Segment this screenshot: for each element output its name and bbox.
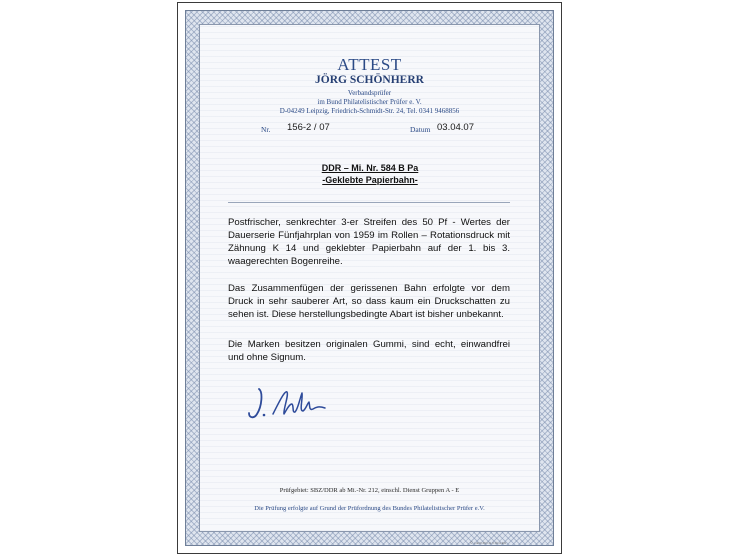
condition-paragraph: Die Marken besitzen originalen Gummi, sind echt, einwandfrei und ohne Signum. <box>228 339 510 363</box>
stamp-catalogue-heading: DDR – Mi. Nr. 584 B Pa <box>321 163 419 173</box>
copyright-note <box>470 540 507 545</box>
stamp-variety-heading: -Geklebte Papierbahn- <box>322 175 418 185</box>
examination-rules: Die Prüfung erfolgte auf Grund der Prüfordnung des Bundes Philatelistischer Prüfer e.V. <box>254 505 485 512</box>
examiner-signature <box>243 384 331 424</box>
certificate-title: ATTEST <box>337 55 402 74</box>
examination-scope: Prüfgebiet: SBZ/DDR ab Mi.-Nr. 212, einschl. Dienst Gruppen A - E <box>279 487 460 494</box>
copyright-text: HEINRICH KÖHLER <box>474 541 507 545</box>
description-paragraph: Postfrischer, senkrechter 3-er Streifen des 50 Pf - Wertes der Dauerserie Fünfjahrplan von 1959 im Rollen – Rotationsdruck mit Zähnung K 14 und geklebter Papierbahn auf der 1. bis 3. waagerechten Bogenreihe. <box>228 217 510 267</box>
copyright-icon: © <box>470 540 474 545</box>
number-label: Nr. <box>261 125 271 134</box>
certificate-number: 156-2 / 07 <box>287 122 330 133</box>
date-label: Datum <box>410 125 431 134</box>
examiner-name: JÖRG SCHÖNHERR <box>315 74 424 86</box>
certificate-date: 03.04.07 <box>437 122 474 133</box>
address-line: D-04249 Leipzig, Friedrich-Schmidt-Str. 24, Tel. 0341 9468856 <box>279 107 460 115</box>
production-paragraph: Das Zusammenfügen der gerissenen Bahn erfolgte vor dem Druck in sehr sauberer Art, so dass kaum ein Druckschatten zu sehen ist. Diese herstellungsbedingte Abart ist bisher unbekannt. <box>228 283 510 320</box>
association-line: im Bund Philatelistischer Prüfer e. V. <box>317 98 422 106</box>
divider-line <box>228 202 510 203</box>
examiner-role: Verbandsprüfer <box>347 89 392 97</box>
